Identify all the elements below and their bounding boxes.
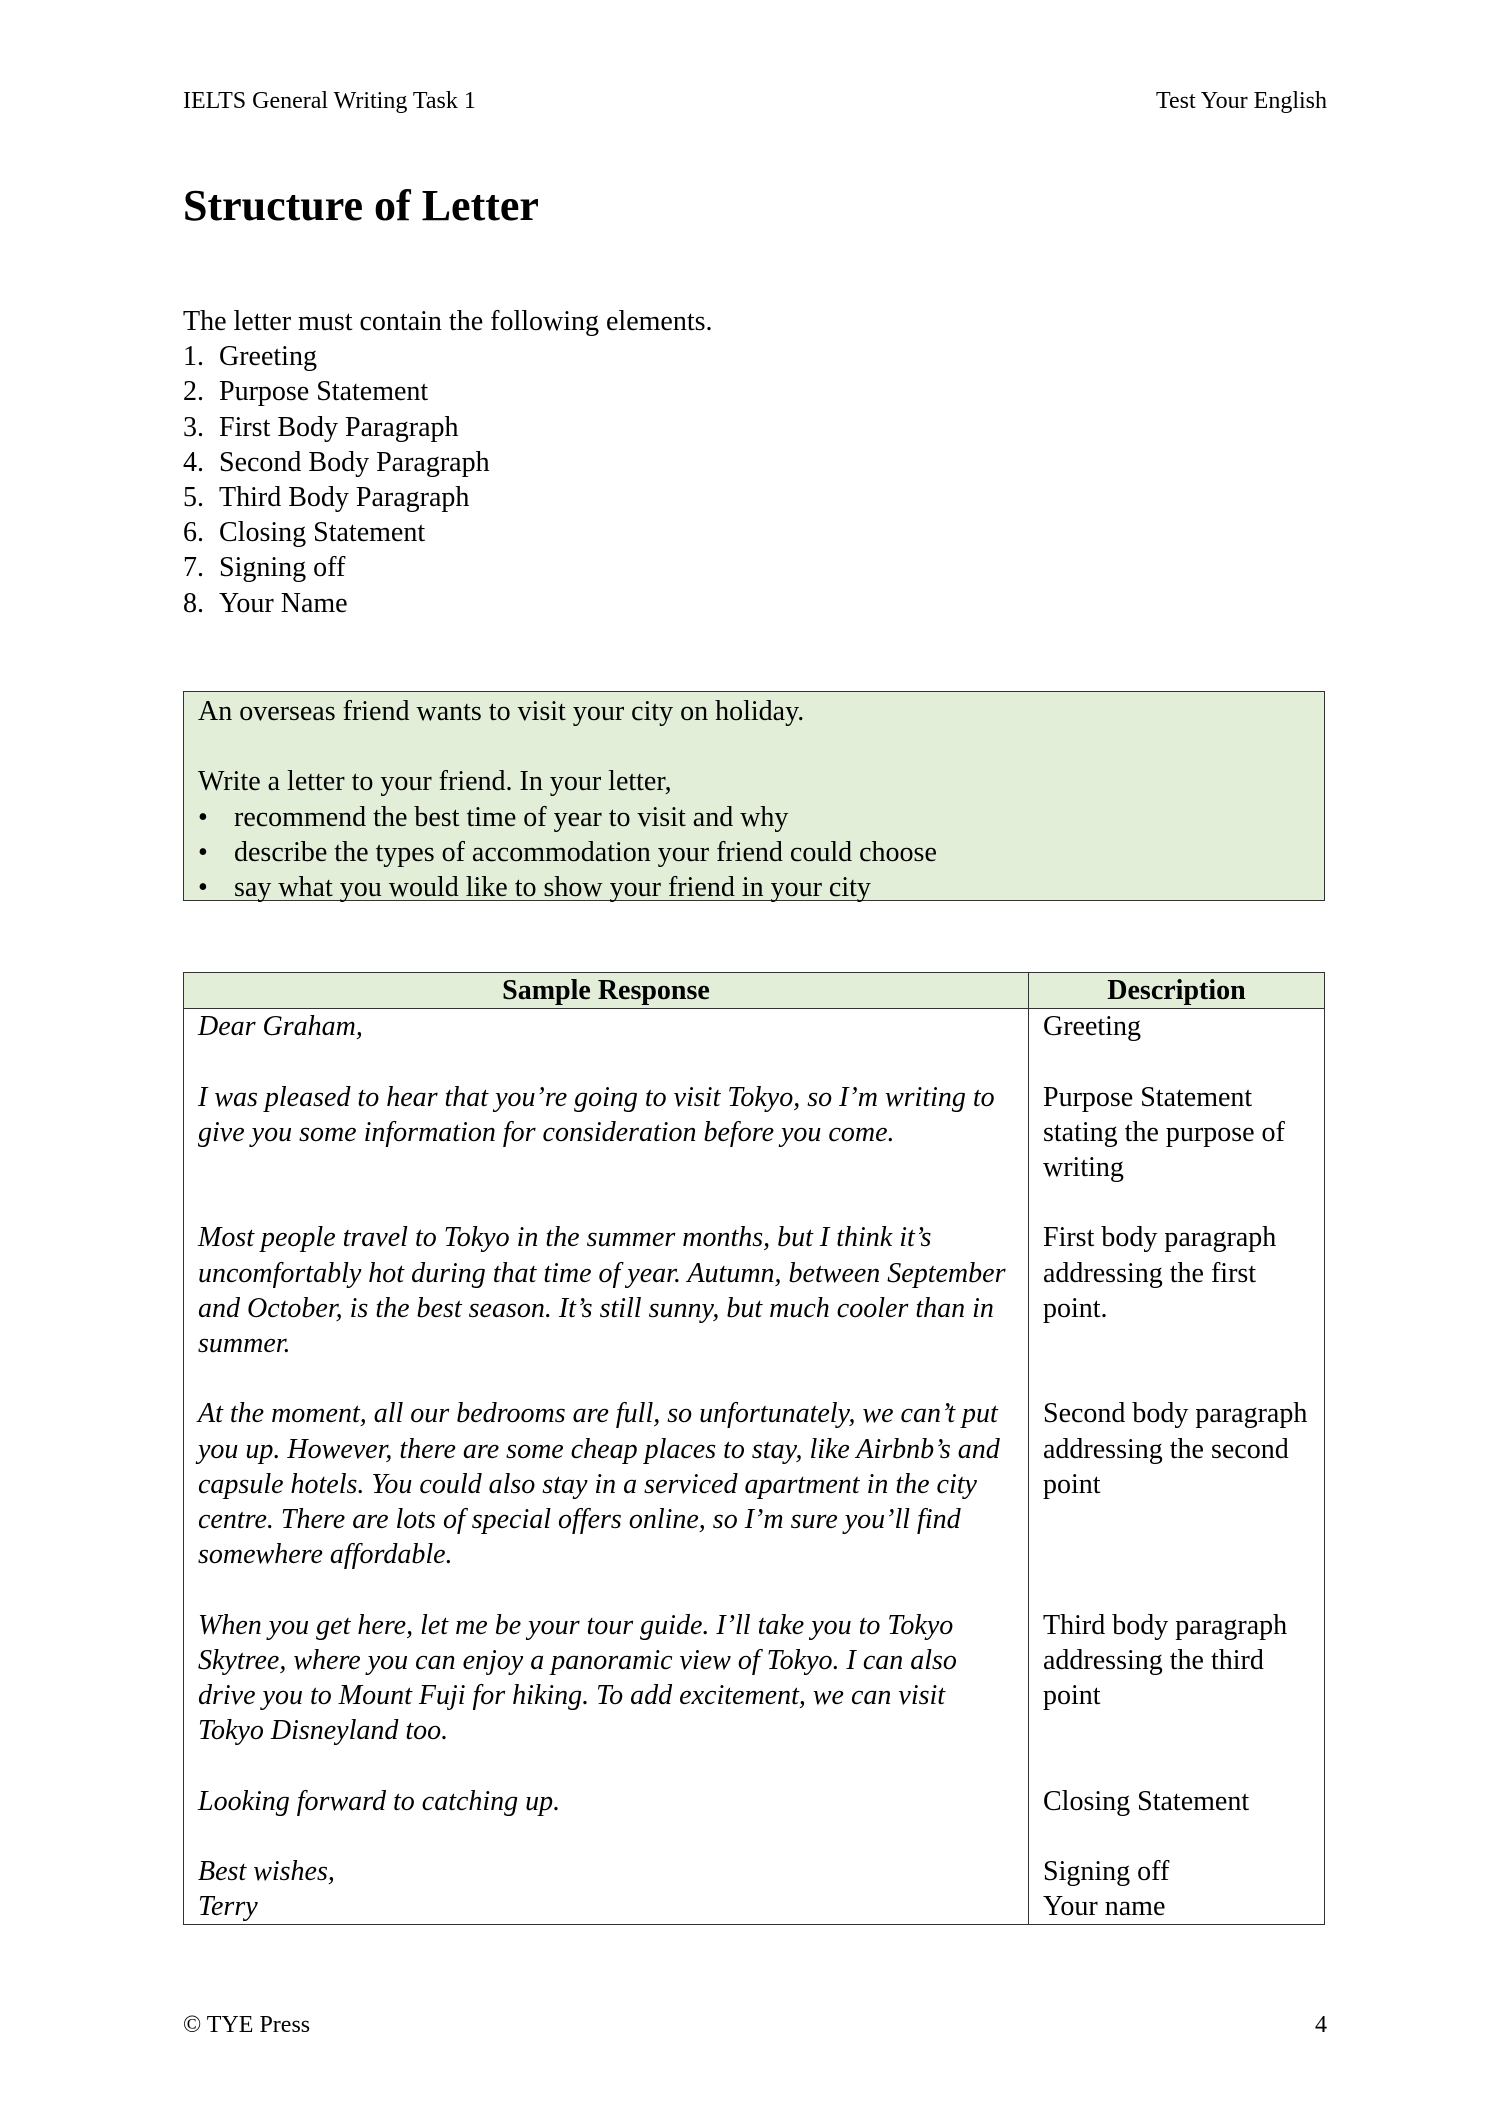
page-title: Structure of Letter — [183, 181, 539, 230]
table-header-row — [184, 973, 1325, 1009]
description-cell: First body paragraph addressing the first point. — [1029, 1220, 1325, 1361]
header-sample-response: Sample Response — [184, 973, 1029, 1009]
table-row — [184, 1889, 1325, 1925]
table-row — [184, 1080, 1325, 1186]
item-label: Your Name — [219, 587, 348, 619]
response-cell: At the moment, all our bedrooms are full, so unfortunately, we can’t put you up. However, there are some cheap places to stay, like Airbnb’s and capsule hotels. You could also stay in a serviced apartment in the city centre. There are lots of special offers online, so I’m sure you’ll find somewhere affordable. — [184, 1396, 1029, 1572]
description-cell: Closing Statement — [1029, 1784, 1325, 1819]
intro-text: The letter must contain the following elements. — [183, 306, 713, 337]
header-right: Test Your English — [1155, 88, 1327, 114]
response-cell: Looking forward to catching up. — [184, 1784, 1029, 1819]
list-item — [183, 339, 713, 374]
bullet-item — [198, 870, 1310, 905]
table-row — [184, 1608, 1325, 1749]
bullet-text: describe the types of accommodation your friend could choose — [234, 836, 937, 868]
item-number: 2. — [183, 376, 204, 408]
bullet-icon: • — [198, 872, 208, 903]
response-cell: I was pleased to hear that you’re going to visit Tokyo, so I’m writing to give you some information for consideration before you come. — [184, 1080, 1029, 1186]
task-line-1: An overseas friend wants to visit your city on holiday. — [198, 696, 805, 727]
item-label: Second Body Paragraph — [219, 446, 490, 478]
item-number: 1. — [183, 341, 204, 373]
footer-copyright: © TYE Press — [183, 2012, 311, 2038]
response-cell: When you get here, let me be your tour guide. I’ll take you to Tokyo Skytree, where you can enjoy a panoramic view of Tokyo. I can also drive you to Mount Fuji for hiking. To add excitement, we can visit Tokyo Disneyland too. — [184, 1608, 1029, 1749]
elements-list — [183, 339, 713, 621]
item-number: 3. — [183, 411, 204, 443]
list-item — [183, 480, 713, 515]
response-cell: Terry — [184, 1889, 1029, 1925]
table-row — [184, 1784, 1325, 1819]
bullet-text: recommend the best time of year to visit and why — [234, 801, 789, 833]
description-cell: Third body paragraph addressing the third point — [1029, 1608, 1325, 1749]
item-label: Third Body Paragraph — [219, 482, 470, 514]
sample-response-table — [183, 972, 1325, 1925]
bullet-item — [198, 835, 1310, 870]
description-cell: Purpose Statement stating the purpose of writing — [1029, 1080, 1325, 1186]
table-row — [184, 1009, 1325, 1045]
header-left: IELTS General Writing Task 1 — [183, 88, 476, 114]
list-item — [183, 374, 713, 409]
bullet-icon: • — [198, 836, 208, 868]
response-cell: Most people travel to Tokyo in the summer months, but I think it’s uncomfortably hot during that time of year. Autumn, between September and October, is the best season. It’s still sunny, but much cooler than in summer. — [184, 1220, 1029, 1361]
list-item — [183, 515, 713, 550]
list-item — [183, 550, 713, 585]
description-cell: Signing off — [1029, 1854, 1325, 1889]
table-row — [184, 1854, 1325, 1889]
bullet-text: say what you would like to show your friend in your city — [234, 872, 871, 903]
item-number: 8. — [183, 587, 204, 619]
bullet-item — [198, 800, 1310, 835]
item-number: 5. — [183, 482, 204, 514]
task-prompt-box — [183, 691, 1325, 901]
task-bullets — [198, 800, 1310, 906]
description-cell: Your name — [1029, 1889, 1325, 1925]
description-cell: Second body paragraph addressing the second point — [1029, 1396, 1325, 1572]
table-row — [184, 1396, 1325, 1572]
page-number: 4 — [1315, 2012, 1327, 2038]
item-label: Greeting — [219, 341, 317, 373]
table-row — [184, 1220, 1325, 1361]
item-number: 6. — [183, 517, 204, 549]
list-item — [183, 586, 713, 621]
item-number: 4. — [183, 446, 204, 478]
response-cell: Best wishes, — [184, 1854, 1029, 1889]
item-label: First Body Paragraph — [219, 411, 459, 443]
item-label: Purpose Statement — [219, 376, 429, 408]
intro-section — [183, 304, 713, 621]
response-cell: Dear Graham, — [184, 1009, 1029, 1045]
description-cell: Greeting — [1029, 1009, 1325, 1045]
item-label: Signing off — [219, 552, 346, 584]
list-item — [183, 445, 713, 480]
header-description: Description — [1029, 973, 1325, 1009]
task-line-2: Write a letter to your friend. In your letter, — [198, 766, 672, 798]
bullet-icon: • — [198, 801, 208, 833]
item-number: 7. — [183, 552, 204, 584]
list-item — [183, 410, 713, 445]
item-label: Closing Statement — [219, 517, 426, 549]
